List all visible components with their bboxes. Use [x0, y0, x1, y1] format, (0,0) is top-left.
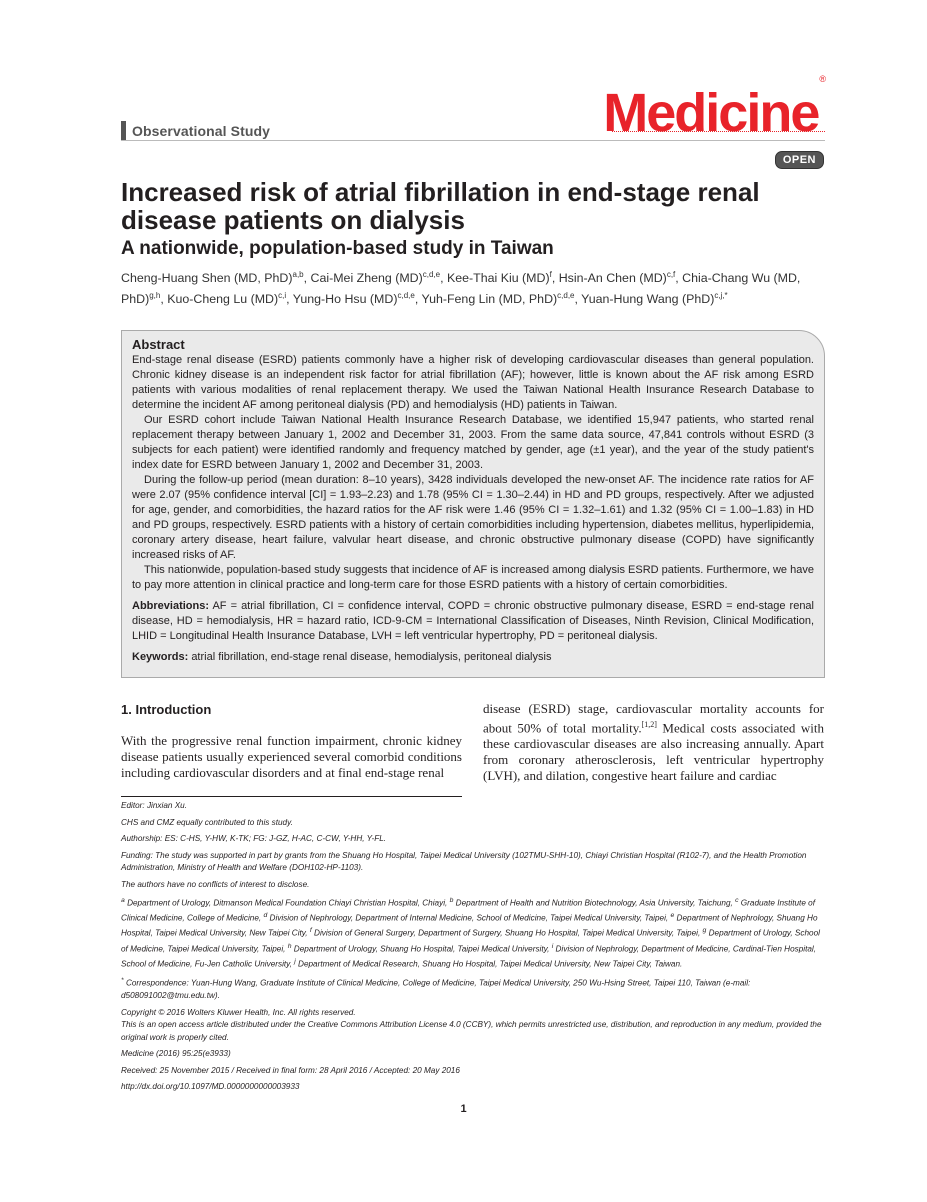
- affiliation-text: Department of Urology, School of Medicine, Taipei Medical University, Taipei,: [121, 929, 820, 954]
- affiliation-text: Department of Health and Nutrition Biotechnology, Asia University, Taichung,: [453, 898, 736, 908]
- journal-logo: [603, 74, 826, 144]
- abbreviations: [132, 599, 814, 644]
- affiliation-marker: b: [449, 897, 454, 904]
- footnote-affiliations: [121, 895, 825, 971]
- abbreviations-text: AF = atrial fibrillation, CI = confidence interval, COPD = chronic obstructive pulmonary disease, ESRD = end-stage renal disease, HD = hemodialysis, HR = hazard ratio, ICD-9-CM = International Classification of Diseases, Ninth Revision, Clinical Modification, LHID = Longitudinal Health Insurance Database, LVH = left ventricular hypertrophy, PD = peritoneal dialysis.: [132, 600, 814, 642]
- author-separator: ,: [414, 292, 422, 307]
- author-name: Hsin-An Chen (MD): [558, 271, 667, 286]
- affiliation-text: Department of Urology, Ditmanson Medical Foundation Chiayi Christian Hospital, Chiayi,: [124, 898, 450, 908]
- affiliation-marker: e: [670, 912, 675, 920]
- trademark-symbol: ®: [819, 74, 826, 84]
- correspondence-mark: *: [121, 977, 124, 985]
- footnote-equal-contribution: CHS and CMZ equally contributed to this study.: [121, 817, 293, 827]
- author-name: Yuan-Hung Wang (PhD): [581, 292, 715, 307]
- footnote-dates: Received: 25 November 2015 / Received in final form: 28 April 2016 / Accepted: 20 May 2016: [121, 1065, 460, 1075]
- abstract-paragraph-results: During the follow-up period (mean duration: 8–10 years), 3428 individuals developed the new-onset AF. The incidence rate ratios for AF were 2.07 (95% confidence interval [CI] = 1.93–2.23) and 1.78 (95% CI = 1.30–2.44) in HD and PD groups, respectively. After we adjusted for age, gender, and comorbidities, the hazard ratios for the AF risk were 1.46 (95% CI = 1.32–1.61) and 1.32 (95% CI = 1.00–1.83) in HD and PD groups, respectively. ESRD patients with a history of certain comorbidities including hypertension, diabetes mellitus, hyperlipidemia, coronary artery disease, heart failure, valvular heart disease, and chronic obstructive pulmonary disease (COPD) have significantly increased risks of AF.: [132, 474, 814, 561]
- affiliation-text: Department of Nephrology, Shuang Ho Hospital, Taipei Medical University, New Taipei City,: [121, 913, 818, 939]
- section-marker-bar: [121, 121, 126, 141]
- intro-right-column: [483, 701, 824, 784]
- author-affiliation-marker: c,f: [666, 270, 676, 279]
- affiliation-marker: c: [735, 897, 739, 904]
- author-name: Cheng-Huang Shen (MD, PhD): [121, 271, 293, 286]
- author-separator: ,: [303, 271, 311, 286]
- affiliation-marker: j: [294, 957, 296, 965]
- open-access-badge: OPEN: [775, 151, 824, 169]
- footnote-citation: Medicine (2016) 95:25(e3933): [121, 1049, 231, 1059]
- affiliation-text: Division of General Surgery, Department of Surgery, Shuang Ho Hospital, Taipei Medical University, Taipei,: [311, 929, 703, 939]
- abstract-paragraph-conclusion: This nationwide, population-based study suggests that incidence of AF is increased among dialysis ESRD patients. Furthermore, we have to pay more attention in clinical practice and long-term care for those ESRD patients with a history of certain comorbidities.: [132, 564, 814, 591]
- affiliation-marker: a: [121, 897, 125, 904]
- author-affiliation-marker: f: [549, 270, 552, 279]
- author-list: [121, 266, 826, 308]
- affiliation-marker: d: [263, 912, 268, 920]
- author-separator: ,: [440, 271, 447, 286]
- footnote-editor: Editor: Jinxian Xu.: [121, 801, 187, 810]
- page-number: 1: [460, 1103, 467, 1115]
- author-separator: ,: [574, 292, 582, 307]
- correspondence-text: Correspondence: Yuan-Hung Wang, Graduate Institute of Clinical Medicine, College of Medicine, Taipei Medical University, 250 Wu-Hsing Street, Taipei 110, Taiwan (e-mail: d508091002@tmu.edu.tw).: [121, 978, 751, 1001]
- author-affiliation-marker: c,d,e: [557, 291, 575, 301]
- keywords-text: atrial fibrillation, end-stage renal disease, hemodialysis, peritoneal dialysis: [191, 651, 552, 663]
- abbreviations-label: Abbreviations:: [132, 600, 210, 612]
- affiliation-text: Division of Nephrology, Department of Internal Medicine, School of Medicine, Taipei Medical University, Taipei,: [267, 913, 671, 923]
- abstract-paragraph-background: End-stage renal disease (ESRD) patients commonly have a higher risk of developing cardiovascular diseases than general population. Chronic kidney disease is an independent risk factor for atrial fibrillation (AF); however, little is known about the AF risk among ESRD patients with various modalities of renal replacement therapy. We used the Taiwan National Health Insurance Research Database to determine the incident AF among peritoneal dialysis (PD) and hemodialysis (HD) patients in Taiwan.: [132, 354, 814, 411]
- author-separator: ,: [286, 292, 293, 307]
- footnote-copyright: Copyright © 2016 Wolters Kluwer Health, Inc. All rights reserved.: [121, 1007, 356, 1017]
- article-title: Increased risk of atrial fibrillation in end-stage renal disease patients on dialysis: [121, 177, 760, 235]
- affiliation-marker: h: [287, 942, 292, 950]
- footnote-license: This is an open access article distributed under the Creative Commons Attribution License 4.0 (CCBY), which permits unrestricted use, distribution, and reproduction in any medium, provided the original work is properly cited.: [121, 1020, 822, 1042]
- abstract-heading: Abstract: [132, 337, 185, 352]
- citation-reference[interactable]: [1,2]: [641, 720, 657, 729]
- author-separator: ,: [675, 271, 683, 286]
- author-affiliation-marker: c,i: [278, 291, 287, 301]
- author-separator: ,: [551, 271, 559, 286]
- journal-name: Medicine: [603, 83, 819, 143]
- affiliation-text: Division of Nephrology, Department of Medicine, Cardinal-Tien Hospital, School of Medicine, Fu-Jen Catholic University,: [121, 944, 817, 969]
- logo-underline: [612, 131, 825, 132]
- author-affiliation-marker: a,b: [292, 270, 304, 279]
- author-name: Cai-Mei Zheng (MD): [310, 271, 423, 286]
- affiliation-text: Graduate Institute of Clinical Medicine, College of Medicine,: [121, 898, 815, 923]
- affiliation-text: Department of Medical Research, Shuang Ho Hospital, Taipei Medical University, New Taipei City, Taiwan.: [295, 959, 683, 969]
- footnote-correspondence: [121, 975, 825, 1003]
- article-type-label: [121, 121, 270, 141]
- abstract-paragraph-methods: Our ESRD cohort include Taiwan National Health Insurance Research Database, we identified 15,947 patients, who started renal replacement therapy between January 1, 2002 and December 31, 2003. From the same data source, 47,841 controls without ESRD (3 subjects for each patient) were identified randomly and frequency matched by gender, age (±1 year), and the year of the study patient's index date for ESRD between January 1, 2002 and December 31, 2003.: [132, 414, 814, 471]
- section-heading-introduction: 1. Introduction: [121, 702, 212, 717]
- author-name: Chia-Chang Wu (MD, PhD): [121, 271, 801, 307]
- footnote-divider: [121, 796, 462, 797]
- intro-right-text-a: disease (ESRD) stage, cardiovascular mortality accounts for about 50% of total mortality.: [483, 701, 824, 736]
- author-affiliation-marker: c,d,e: [422, 270, 441, 279]
- footnote-funding: Funding: The study was supported in part by grants from the Shuang Ho Hospital, Taipei Medical University (102TMU-SHH-10), Chiayi Christian Hospital (R102-7), and the Health Promotion Administration, Ministry of Health and Welfare (DOH102-HP-1103).: [121, 850, 807, 872]
- author-name: Yung-Ho Hsu (MD): [292, 292, 398, 307]
- affiliation-marker: i: [551, 942, 554, 950]
- author-affiliation-marker: c,j,*: [714, 291, 728, 301]
- author-affiliation-marker: g,h: [149, 291, 161, 301]
- footnotes: [121, 800, 825, 1098]
- article-subtitle: A nationwide, population-based study in Taiwan: [121, 238, 554, 259]
- affiliation-marker: g: [702, 927, 707, 935]
- author-name: Yuh-Feng Lin (MD, PhD): [421, 292, 558, 307]
- author-name: Kee-Thai Kiu (MD): [446, 271, 550, 286]
- footnote-doi[interactable]: http://dx.doi.org/10.1097/MD.0000000000003933: [121, 1082, 300, 1092]
- footnote-authorship: Authorship: ES: C-HS, Y-HW, K-TK; FG: J-GZ, H-AC, C-CW, Y-HH, Y-FL.: [121, 834, 387, 843]
- keywords: [132, 650, 814, 665]
- affiliation-text: Department of Urology, Shuang Ho Hospital, Taipei Medical University,: [291, 944, 552, 954]
- keywords-label: Keywords:: [132, 651, 189, 663]
- author-separator: ,: [160, 292, 168, 307]
- abstract-box: [121, 330, 825, 678]
- footnote-conflicts: The authors have no conflicts of interest to disclose.: [121, 879, 310, 889]
- author-affiliation-marker: c,d,e: [397, 291, 415, 301]
- author-name: Kuo-Cheng Lu (MD): [167, 292, 279, 307]
- intro-right-text-b: Medical costs associated with these cardiovascular diseases are also increasing annually. Apart from coronary atherosclerosis, left ventricular hypertrophy (LVH), and dilation, congestive heart failure and cardiac: [483, 720, 824, 784]
- article-type-text: Observational Study: [132, 123, 271, 139]
- header-divider: [121, 140, 825, 141]
- intro-left-column: With the progressive renal function impairment, chronic kidney disease patients usually experienced several comorbid conditions including cardiovascular disorders and at final end-stage renal: [121, 733, 462, 780]
- affiliation-marker: f: [309, 927, 312, 935]
